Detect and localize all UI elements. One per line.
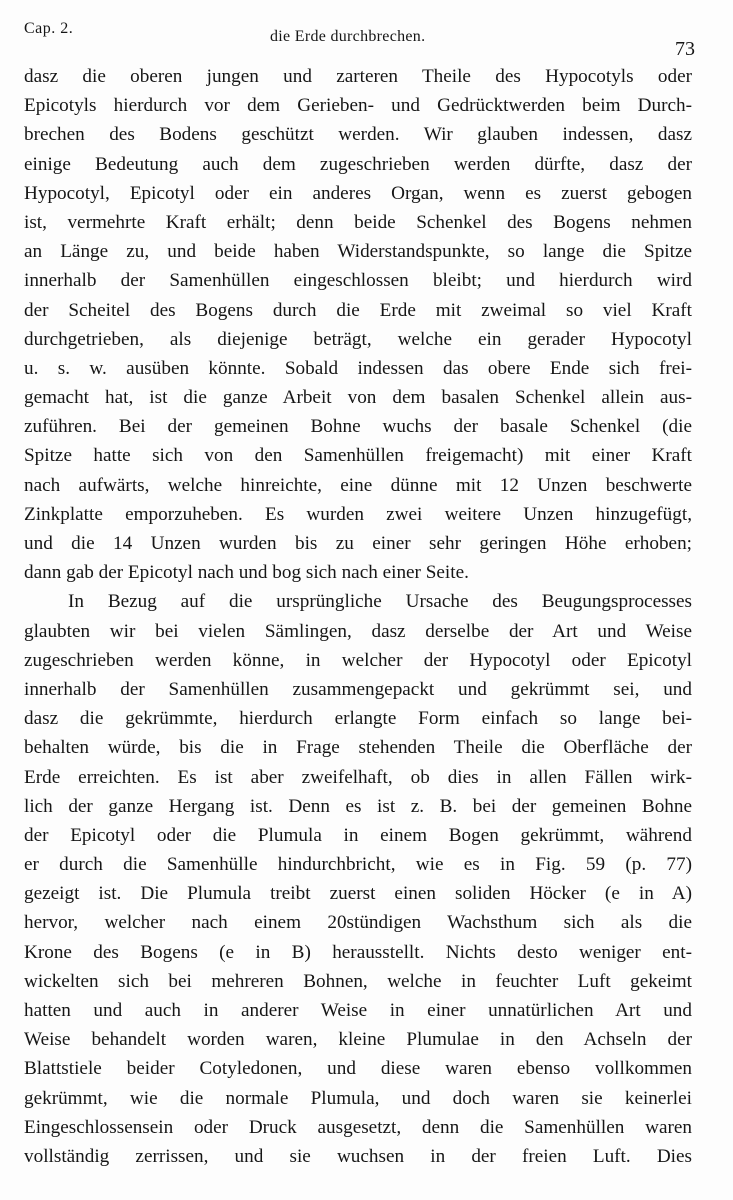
text-line: behalten würde, bis die in Frage stehenden Theile die Oberfläche der xyxy=(24,737,692,759)
text-line: ist, vermehrte Kraft erhält; denn beide Schenkel des Bogens nehmen xyxy=(24,211,692,233)
text-line: an Länge zu, und beide haben Widerstandspunkte, so lange die Spitze xyxy=(24,241,692,263)
text-line: Epicotyls hierdurch vor dem Gerieben- und Gedrücktwerden beim Durch- xyxy=(24,95,692,117)
text-line: Zinkplatte emporzuheben. Es wurden zwei weitere Unzen hinzugefügt, xyxy=(24,503,692,525)
text-line: und die 14 Unzen wurden bis zu einer sehr geringen Höhe erhoben; xyxy=(24,533,692,554)
text-line: dann gab der Epicotyl nach und bog sich nach einer Seite. xyxy=(24,562,469,584)
text-line: gezeigt ist. Die Plumula treibt zuerst einen soliden Höcker (e in A) xyxy=(24,883,692,905)
text-line: nach aufwärts, welche hinreichte, eine dünne mit 12 Unzen beschwerte xyxy=(24,474,692,496)
text-line: innerhalb der Samenhüllen eingeschlossen bleibt; und hierdurch wird xyxy=(24,270,692,292)
page-number: 73 xyxy=(675,38,695,60)
running-head xyxy=(24,18,695,58)
text-line: brechen des Bodens geschützt werden. Wir glauben indessen, dasz xyxy=(24,124,692,146)
text-line: zugeschrieben werden könne, in welcher der Hypocotyl oder Epicotyl xyxy=(24,649,692,671)
text-line: durchgetrieben, als diejenige beträgt, welche ein gerader Hypocotyl xyxy=(24,328,692,350)
running-title: die Erde durchbrechen. xyxy=(270,28,426,45)
paragraph-2 xyxy=(24,587,692,1171)
text-line: dasz die gekrümmte, hierdurch erlangte Form einfach so lange bei- xyxy=(24,708,692,730)
text-line: Hypocotyl, Epicotyl oder ein anderes Organ, wenn es zuerst gebogen xyxy=(24,182,692,204)
text-line: Blattstiele beider Cotyledonen, und diese waren ebenso vollkommen xyxy=(24,1058,692,1080)
text-line: innerhalb der Samenhüllen zusammengepackt und gekrümmt sei, und xyxy=(24,678,692,700)
text-line: zuführen. Bei der gemeinen Bohne wuchs der basale Schenkel (die xyxy=(24,416,692,438)
text-line: Krone des Bogens (e in B) herausstellt. Nichts desto weniger ent- xyxy=(24,941,692,963)
text-line: Erde erreichten. Es ist aber zweifelhaft, ob dies in allen Fällen wirk- xyxy=(24,766,692,788)
text-line: gekrümmt, wie die normale Plumula, und doch waren sie keinerlei xyxy=(24,1087,692,1109)
text-line: Eingeschlossensein oder Druck ausgesetzt, denn die Samenhüllen waren xyxy=(24,1116,692,1138)
text-line: der Scheitel des Bogens durch die Erde mit zweimal so viel Kraft xyxy=(24,299,692,321)
text-line: hervor, welcher nach einem 20stündigen Wachsthum sich als die xyxy=(24,912,692,934)
text-line: lich der ganze Hergang ist. Denn es ist z. B. bei der gemeinen Bohne xyxy=(24,795,692,817)
text-line: wickelten sich bei mehreren Bohnen, welche in feuchter Luft gekeimt xyxy=(24,970,692,992)
text-line: vollständig zerrissen, und sie wuchsen in der freien Luft. Dies xyxy=(24,1145,692,1167)
body-text xyxy=(24,62,692,1171)
text-line: Weise behandelt worden waren, kleine Plumulae in den Achseln der xyxy=(24,1029,692,1051)
text-line: glaubten wir bei vielen Sämlingen, dasz derselbe der Art und Weise xyxy=(24,620,692,642)
paragraph-1 xyxy=(24,62,692,587)
text-line: gemacht hat, ist die ganze Arbeit von dem basalen Schenkel allein aus- xyxy=(24,387,692,409)
text-line: er durch die Samenhülle hindurchbricht, wie es in Fig. 59 (p. 77) xyxy=(24,854,692,876)
text-line: einige Bedeutung auch dem zugeschrieben werden dürfte, dasz der xyxy=(24,153,692,175)
text-line: In Bezug auf die ursprüngliche Ursache des Beugungsprocesses xyxy=(68,591,692,613)
text-line: der Epicotyl oder die Plumula in einem Bogen gekrümmt, während xyxy=(24,824,692,846)
chapter-label: Cap. 2. xyxy=(24,20,74,37)
text-line: dasz die oberen jungen und zarteren Theile des Hypocotyls oder xyxy=(24,66,692,87)
text-line: hatten und auch in anderer Weise in einer unnatürlichen Art und xyxy=(24,1000,692,1021)
text-line: Spitze hatte sich von den Samenhüllen freigemacht) mit einer Kraft xyxy=(24,445,692,467)
text-line: u. s. w. ausüben könnte. Sobald indessen das obere Ende sich frei- xyxy=(24,357,692,379)
